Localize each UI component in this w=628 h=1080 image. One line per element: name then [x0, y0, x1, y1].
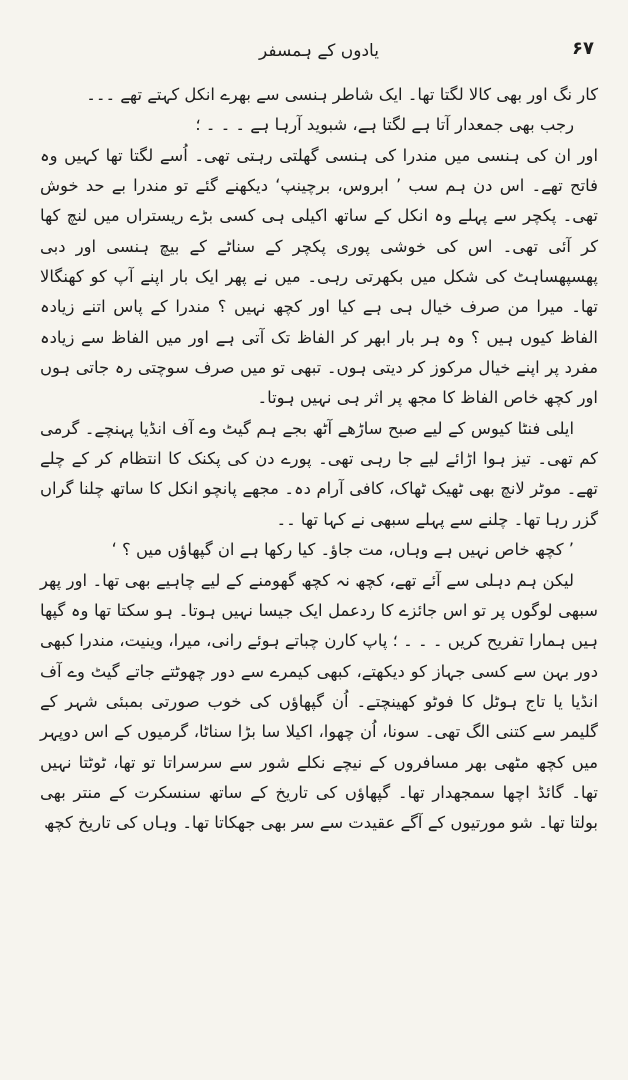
paragraph-4: ایلی فنٹا کیوس کے لیے صبح ساڑھے آٹھ بجے ہم گیٹ وے آف انڈیا پہنچے۔ گرمی کم تھی۔ تیز ہوا اڑائے لیے جا رہی تھی۔ پورے دن کی پکنک کا انتظام کر کے چلے تھے۔ موٹر لانچ بھی ٹھیک ٹھاک، کافی آرام دہ۔ مجھے پانچو انکل کا ساتھ چلنا گراں گزر رہا تھا۔ چلنے سے پہلے سبھی نے کہا تھا ۔۔ [40, 418, 598, 529]
paragraph-6: لیکن ہم دہلی سے آئے تھے، کچھ نہ کچھ گھومنے کے لیے چاہیے بھی تھا۔ اور پھر سبھی لوگوں پر تو اس جائزے کا ردعمل ایک جیسا نہیں ہوتا۔ ہو سکتا تھا وہ گپھا ہیں ہمارا تفریح کریں ۔ ۔ ۔ ؛ پاپ کارن چباتے ہوئے رانی، میرا، وینیت، مندرا کبھی دور بہن سے کسی جہاز کو دیکھتے، کبھی کیمرے سے دور چھوٹتے جاتے گیٹ وے آف انڈیا یا تاج ہوٹل کا فوٹو کھینچتے۔ اُن گپھاؤں کی خوب صورتی بمبئی شہر کے گلیمر سے کتنی الگ تھی۔ سونا، اُن چھوا، اکیلا سا بڑا سناٹا، گرمیوں کے اس دوپہر میں کچھ مٹھی بھر مسافروں کے نیچے نکلے شور سے سرسراتا تو تھا، ٹوٹتا نہیں تھا۔ گائڈ اچھا سمجھدار تھا۔ گپھاؤں کی تاریخ کے ساتھ سنسکرت کے منتر بھی بولتا تھا۔ شو مورتیوں کے آگے عقیدت سے سر بھی جھکاتا تھا۔ وہاں کی تاریخ کچھ [40, 570, 598, 833]
page-number: ۶۷ [572, 38, 594, 59]
paragraph-5: ’ کچھ خاص نہیں ہے وہاں، مت جاؤ۔ کیا رکھا ہے ان گپھاؤں میں ؟ ‘ [111, 540, 574, 560]
paragraph-2: رجب بھی جمعدار آتا ہے لگتا ہے، شبوید آرہا ہے ۔ ۔ ۔ ؛ [195, 115, 574, 135]
running-title: یادوں کے ہمسفر [259, 41, 379, 61]
body-text [40, 80, 598, 839]
paragraph-3: اور ان کی ہنسی میں مندرا کی ہنسی گھلتی رہتی تھی۔ اُسے لگتا تھا کہیں وہ فاتح تھے۔ اس دن ہم سب ’ ابروس، برچینپ‘ دیکھنے گئے تو مندرا بے حد خوش تھی۔ پکچر سے پہلے وہ انکل کے ساتھ اکیلی ہی کسی بڑے ریستراں میں لنچ کھا کر آئی تھی۔ اس کی خوشی پوری پکچر کے سناٹے کے بیچ ہنسی اور دبی پھسپھساہٹ کی شکل میں بکھرتی رہی۔ میں نے پھر ایک بار اپنے آپ کو کھنگالا تھا۔ میرا من صرف خیال ہی ہے کیا اور کچھ نہیں ؟ مندرا کے پاس اتنے زیادہ الفاظ کیوں ہیں ؟ وہ ہر بار ابھر کر الفاظ تک آتی ہے اور میں الفاظ سے زیادہ مفرد پر اپنے خیال مرکوز کر دیتی ہوں۔ تبھی تو میں صرف سوچتی رہ جاتی ہوں اور کچھ خاص الفاظ کا مجھ پر اثر ہی نہیں ہوتا۔ [40, 145, 598, 408]
paragraph-1: کار نگ اور بھی کالا لگتا تھا۔ ایک شاطر ہنسی سے بھرے انکل کہتے تھے ۔۔۔ [86, 85, 598, 104]
page-header [40, 34, 598, 80]
